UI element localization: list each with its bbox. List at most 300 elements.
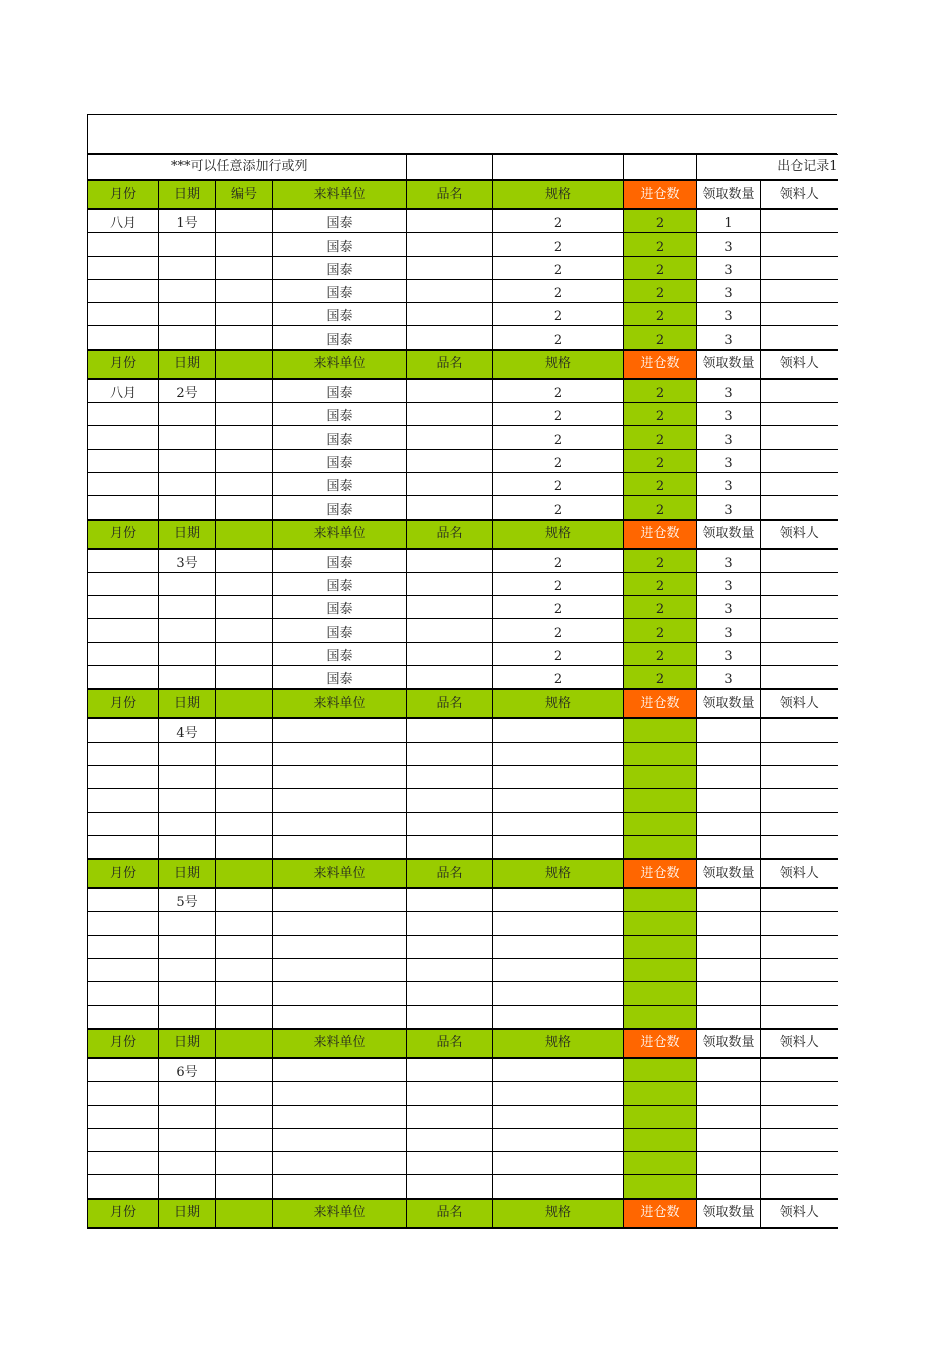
cell-taker[interactable] xyxy=(761,379,838,403)
cell-product[interactable] xyxy=(407,619,493,642)
header-product[interactable]: 品名 xyxy=(407,180,493,209)
cell-taker[interactable] xyxy=(761,619,838,642)
cell-date[interactable] xyxy=(159,326,216,350)
cell-month[interactable] xyxy=(88,596,159,619)
cell-date[interactable] xyxy=(159,1175,216,1199)
cell-spec[interactable] xyxy=(493,912,624,935)
cell-take_qty[interactable]: 3 xyxy=(697,303,761,326)
header-in_qty[interactable]: 进仓数 xyxy=(624,350,697,379)
cell-in_qty[interactable]: 2 xyxy=(624,209,697,233)
cell-date[interactable] xyxy=(159,572,216,595)
cell-supplier[interactable] xyxy=(273,935,407,958)
cell-month[interactable] xyxy=(88,1105,159,1128)
cell-spec[interactable] xyxy=(493,1175,624,1199)
cell-month[interactable] xyxy=(88,1152,159,1175)
cell-spec[interactable] xyxy=(493,812,624,835)
cell-spec[interactable] xyxy=(493,835,624,859)
cell-month[interactable] xyxy=(88,835,159,859)
header-spec[interactable]: 规格 xyxy=(493,689,624,718)
header-supplier[interactable]: 来料单位 xyxy=(273,520,407,549)
cell-take_qty[interactable] xyxy=(697,959,761,982)
cell-product[interactable] xyxy=(407,959,493,982)
cell-take_qty[interactable]: 3 xyxy=(697,279,761,302)
cell-month[interactable] xyxy=(88,303,159,326)
cell-month[interactable] xyxy=(88,426,159,449)
header-spec[interactable]: 规格 xyxy=(493,520,624,549)
cell-spec[interactable] xyxy=(493,765,624,788)
header-spec[interactable]: 规格 xyxy=(493,350,624,379)
cell-product[interactable] xyxy=(407,666,493,690)
cell-number[interactable] xyxy=(216,718,273,742)
header-in_qty[interactable]: 进仓数 xyxy=(624,180,697,209)
cell-date[interactable] xyxy=(159,765,216,788)
cell-taker[interactable] xyxy=(761,982,838,1005)
cell-supplier[interactable] xyxy=(273,1152,407,1175)
cell-in_qty[interactable] xyxy=(624,1058,697,1082)
cell-taker[interactable] xyxy=(761,303,838,326)
cell-in_qty[interactable]: 2 xyxy=(624,256,697,279)
cell-number[interactable] xyxy=(216,326,273,350)
cell-take_qty[interactable] xyxy=(697,888,761,912)
cell-number[interactable] xyxy=(216,379,273,403)
cell-take_qty[interactable]: 3 xyxy=(697,619,761,642)
cell-take_qty[interactable]: 3 xyxy=(697,549,761,573)
cell-in_qty[interactable] xyxy=(624,959,697,982)
cell-number[interactable] xyxy=(216,742,273,765)
cell-number[interactable] xyxy=(216,472,273,495)
cell-product[interactable] xyxy=(407,718,493,742)
cell-date[interactable] xyxy=(159,472,216,495)
cell-product[interactable] xyxy=(407,426,493,449)
cell-number[interactable] xyxy=(216,496,273,520)
header-taker[interactable]: 领料人 xyxy=(761,1199,838,1228)
cell-month[interactable] xyxy=(88,549,159,573)
cell-number[interactable] xyxy=(216,549,273,573)
cell-product[interactable] xyxy=(407,812,493,835)
header-supplier[interactable]: 来料单位 xyxy=(273,350,407,379)
cell-month[interactable] xyxy=(88,888,159,912)
cell[interactable] xyxy=(407,155,493,181)
cell-date[interactable] xyxy=(159,812,216,835)
cell-month[interactable] xyxy=(88,1082,159,1105)
cell-supplier[interactable]: 国泰 xyxy=(273,233,407,256)
cell-in_qty[interactable] xyxy=(624,742,697,765)
cell-number[interactable] xyxy=(216,449,273,472)
cell-take_qty[interactable] xyxy=(697,1152,761,1175)
cell-spec[interactable] xyxy=(493,1005,624,1029)
cell-take_qty[interactable] xyxy=(697,812,761,835)
cell-supplier[interactable] xyxy=(273,835,407,859)
cell-supplier[interactable]: 国泰 xyxy=(273,572,407,595)
cell-supplier[interactable]: 国泰 xyxy=(273,326,407,350)
cell-in_qty[interactable]: 2 xyxy=(624,303,697,326)
cell-month[interactable] xyxy=(88,233,159,256)
cell-take_qty[interactable] xyxy=(697,1128,761,1151)
cell-number[interactable] xyxy=(216,935,273,958)
cell-supplier[interactable] xyxy=(273,1175,407,1199)
cell-product[interactable] xyxy=(407,888,493,912)
cell-date[interactable] xyxy=(159,619,216,642)
cell-in_qty[interactable]: 2 xyxy=(624,596,697,619)
header-take_qty[interactable]: 领取数量 xyxy=(697,859,761,888)
header-take_qty[interactable]: 领取数量 xyxy=(697,1199,761,1228)
cell-month[interactable]: 八月 xyxy=(88,209,159,233)
cell-taker[interactable] xyxy=(761,1105,838,1128)
cell-supplier[interactable] xyxy=(273,1128,407,1151)
cell-spec[interactable] xyxy=(493,959,624,982)
cell-in_qty[interactable] xyxy=(624,812,697,835)
cell-take_qty[interactable]: 3 xyxy=(697,426,761,449)
cell-date[interactable] xyxy=(159,496,216,520)
cell-supplier[interactable]: 国泰 xyxy=(273,209,407,233)
cell-product[interactable] xyxy=(407,742,493,765)
cell-taker[interactable] xyxy=(761,1005,838,1029)
cell-supplier[interactable]: 国泰 xyxy=(273,472,407,495)
cell-take_qty[interactable]: 3 xyxy=(697,256,761,279)
cell-supplier[interactable]: 国泰 xyxy=(273,496,407,520)
cell-taker[interactable] xyxy=(761,912,838,935)
cell-spec[interactable]: 2 xyxy=(493,403,624,426)
header-product[interactable]: 品名 xyxy=(407,689,493,718)
cell-spec[interactable]: 2 xyxy=(493,642,624,665)
cell-take_qty[interactable]: 3 xyxy=(697,403,761,426)
cell-in_qty[interactable]: 2 xyxy=(624,666,697,690)
cell-taker[interactable] xyxy=(761,1128,838,1151)
cell-taker[interactable] xyxy=(761,935,838,958)
header-taker[interactable]: 领料人 xyxy=(761,350,838,379)
cell-product[interactable] xyxy=(407,1152,493,1175)
header-month[interactable]: 月份 xyxy=(88,1199,159,1228)
header-number[interactable] xyxy=(216,1029,273,1058)
cell-date[interactable] xyxy=(159,1082,216,1105)
cell-date[interactable]: 6号 xyxy=(159,1058,216,1082)
cell-supplier[interactable]: 国泰 xyxy=(273,619,407,642)
cell-supplier[interactable] xyxy=(273,789,407,812)
cell-spec[interactable]: 2 xyxy=(493,549,624,573)
cell-in_qty[interactable] xyxy=(624,835,697,859)
header-take_qty[interactable]: 领取数量 xyxy=(697,520,761,549)
note-cell[interactable]: ***可以任意添加行或列 xyxy=(88,155,407,181)
cell-in_qty[interactable] xyxy=(624,1082,697,1105)
cell-date[interactable] xyxy=(159,1005,216,1029)
cell-take_qty[interactable] xyxy=(697,982,761,1005)
cell-date[interactable] xyxy=(159,426,216,449)
cell-supplier[interactable] xyxy=(273,718,407,742)
cell-taker[interactable] xyxy=(761,812,838,835)
cell-date[interactable] xyxy=(159,935,216,958)
cell-spec[interactable] xyxy=(493,935,624,958)
cell-in_qty[interactable] xyxy=(624,912,697,935)
cell-take_qty[interactable] xyxy=(697,718,761,742)
cell-take_qty[interactable] xyxy=(697,1105,761,1128)
cell-date[interactable] xyxy=(159,742,216,765)
cell-taker[interactable] xyxy=(761,959,838,982)
cell-product[interactable] xyxy=(407,572,493,595)
header-date[interactable]: 日期 xyxy=(159,1199,216,1228)
cell-spec[interactable] xyxy=(493,888,624,912)
cell-month[interactable] xyxy=(88,496,159,520)
cell-take_qty[interactable]: 3 xyxy=(697,572,761,595)
header-in_qty[interactable]: 进仓数 xyxy=(624,1199,697,1228)
cell-in_qty[interactable] xyxy=(624,1152,697,1175)
cell-month[interactable] xyxy=(88,279,159,302)
header-in_qty[interactable]: 进仓数 xyxy=(624,520,697,549)
cell-in_qty[interactable]: 2 xyxy=(624,326,697,350)
cell-taker[interactable] xyxy=(761,326,838,350)
header-product[interactable]: 品名 xyxy=(407,859,493,888)
cell-date[interactable] xyxy=(159,912,216,935)
cell-date[interactable]: 2号 xyxy=(159,379,216,403)
header-month[interactable]: 月份 xyxy=(88,350,159,379)
cell-supplier[interactable] xyxy=(273,742,407,765)
cell-take_qty[interactable]: 3 xyxy=(697,642,761,665)
cell-number[interactable] xyxy=(216,666,273,690)
cell-take_qty[interactable] xyxy=(697,935,761,958)
cell-in_qty[interactable]: 2 xyxy=(624,642,697,665)
cell-month[interactable] xyxy=(88,912,159,935)
cell-number[interactable] xyxy=(216,912,273,935)
cell-spec[interactable]: 2 xyxy=(493,209,624,233)
cell-date[interactable] xyxy=(159,666,216,690)
cell-number[interactable] xyxy=(216,572,273,595)
cell-in_qty[interactable]: 2 xyxy=(624,472,697,495)
cell-date[interactable] xyxy=(159,1152,216,1175)
cell-taker[interactable] xyxy=(761,233,838,256)
cell-product[interactable] xyxy=(407,379,493,403)
cell-product[interactable] xyxy=(407,1105,493,1128)
cell-date[interactable] xyxy=(159,959,216,982)
cell-number[interactable] xyxy=(216,1105,273,1128)
cell-date[interactable] xyxy=(159,449,216,472)
cell-spec[interactable] xyxy=(493,789,624,812)
cell-supplier[interactable] xyxy=(273,1105,407,1128)
header-product[interactable]: 品名 xyxy=(407,350,493,379)
cell-take_qty[interactable] xyxy=(697,789,761,812)
cell-month[interactable] xyxy=(88,572,159,595)
header-supplier[interactable]: 来料单位 xyxy=(273,1029,407,1058)
cell-number[interactable] xyxy=(216,982,273,1005)
cell-taker[interactable] xyxy=(761,789,838,812)
cell-take_qty[interactable]: 3 xyxy=(697,326,761,350)
cell-month[interactable]: 八月 xyxy=(88,379,159,403)
cell-supplier[interactable]: 国泰 xyxy=(273,379,407,403)
cell-product[interactable] xyxy=(407,1082,493,1105)
header-in_qty[interactable]: 进仓数 xyxy=(624,859,697,888)
cell-month[interactable] xyxy=(88,935,159,958)
cell-number[interactable] xyxy=(216,812,273,835)
cell-supplier[interactable] xyxy=(273,982,407,1005)
cell-take_qty[interactable] xyxy=(697,765,761,788)
cell-date[interactable] xyxy=(159,596,216,619)
cell-in_qty[interactable] xyxy=(624,1105,697,1128)
cell-taker[interactable] xyxy=(761,572,838,595)
cell-in_qty[interactable]: 2 xyxy=(624,549,697,573)
cell-month[interactable] xyxy=(88,959,159,982)
title-row[interactable] xyxy=(87,114,837,154)
cell-take_qty[interactable] xyxy=(697,1082,761,1105)
cell-take_qty[interactable] xyxy=(697,1005,761,1029)
cell-spec[interactable]: 2 xyxy=(493,449,624,472)
cell-month[interactable] xyxy=(88,1005,159,1029)
cell-in_qty[interactable]: 2 xyxy=(624,572,697,595)
cell-taker[interactable] xyxy=(761,1152,838,1175)
cell-in_qty[interactable] xyxy=(624,888,697,912)
cell-product[interactable] xyxy=(407,789,493,812)
cell-taker[interactable] xyxy=(761,765,838,788)
cell-supplier[interactable] xyxy=(273,1005,407,1029)
cell-date[interactable] xyxy=(159,789,216,812)
cell-take_qty[interactable] xyxy=(697,1175,761,1199)
header-taker[interactable]: 领料人 xyxy=(761,859,838,888)
cell-number[interactable] xyxy=(216,279,273,302)
header-supplier[interactable]: 来料单位 xyxy=(273,1199,407,1228)
cell-in_qty[interactable] xyxy=(624,1005,697,1029)
header-take_qty[interactable]: 领取数量 xyxy=(697,689,761,718)
cell-number[interactable] xyxy=(216,619,273,642)
cell-spec[interactable]: 2 xyxy=(493,256,624,279)
cell-number[interactable] xyxy=(216,303,273,326)
cell-supplier[interactable] xyxy=(273,912,407,935)
cell-spec[interactable] xyxy=(493,982,624,1005)
header-month[interactable]: 月份 xyxy=(88,689,159,718)
cell-spec[interactable]: 2 xyxy=(493,666,624,690)
cell-date[interactable] xyxy=(159,1105,216,1128)
header-number[interactable] xyxy=(216,520,273,549)
header-product[interactable]: 品名 xyxy=(407,1029,493,1058)
header-taker[interactable]: 领料人 xyxy=(761,689,838,718)
cell-taker[interactable] xyxy=(761,1058,838,1082)
cell-in_qty[interactable] xyxy=(624,1128,697,1151)
cell-taker[interactable] xyxy=(761,496,838,520)
cell-take_qty[interactable]: 3 xyxy=(697,666,761,690)
header-date[interactable]: 日期 xyxy=(159,180,216,209)
header-month[interactable]: 月份 xyxy=(88,859,159,888)
header-in_qty[interactable]: 进仓数 xyxy=(624,1029,697,1058)
cell-taker[interactable] xyxy=(761,888,838,912)
cell-spec[interactable] xyxy=(493,1105,624,1128)
cell-spec[interactable] xyxy=(493,1128,624,1151)
cell-spec[interactable]: 2 xyxy=(493,326,624,350)
cell[interactable] xyxy=(493,155,624,181)
cell-take_qty[interactable]: 3 xyxy=(697,379,761,403)
header-number[interactable] xyxy=(216,859,273,888)
cell-in_qty[interactable]: 2 xyxy=(624,403,697,426)
cell-in_qty[interactable] xyxy=(624,789,697,812)
cell-date[interactable] xyxy=(159,256,216,279)
header-taker[interactable]: 领料人 xyxy=(761,1029,838,1058)
cell-take_qty[interactable] xyxy=(697,742,761,765)
cell-product[interactable] xyxy=(407,326,493,350)
cell-month[interactable] xyxy=(88,765,159,788)
cell-number[interactable] xyxy=(216,888,273,912)
cell-date[interactable] xyxy=(159,982,216,1005)
cell-product[interactable] xyxy=(407,982,493,1005)
header-number[interactable]: 编号 xyxy=(216,180,273,209)
cell-number[interactable] xyxy=(216,1175,273,1199)
cell[interactable] xyxy=(624,155,697,181)
cell-number[interactable] xyxy=(216,403,273,426)
cell-number[interactable] xyxy=(216,1128,273,1151)
cell-take_qty[interactable]: 1 xyxy=(697,209,761,233)
cell-month[interactable] xyxy=(88,326,159,350)
cell-spec[interactable] xyxy=(493,1152,624,1175)
cell-month[interactable] xyxy=(88,718,159,742)
cell-product[interactable] xyxy=(407,1058,493,1082)
cell-product[interactable] xyxy=(407,912,493,935)
cell-month[interactable] xyxy=(88,1128,159,1151)
cell-product[interactable] xyxy=(407,472,493,495)
cell-number[interactable] xyxy=(216,1058,273,1082)
cell-product[interactable] xyxy=(407,1175,493,1199)
cell-supplier[interactable]: 国泰 xyxy=(273,303,407,326)
record-label-cell[interactable]: 出仓记录1 xyxy=(697,155,838,181)
cell-date[interactable] xyxy=(159,1128,216,1151)
cell-spec[interactable] xyxy=(493,718,624,742)
cell-number[interactable] xyxy=(216,1005,273,1029)
cell-take_qty[interactable]: 3 xyxy=(697,233,761,256)
header-supplier[interactable]: 来料单位 xyxy=(273,689,407,718)
header-number[interactable] xyxy=(216,1199,273,1228)
cell-taker[interactable] xyxy=(761,549,838,573)
cell-product[interactable] xyxy=(407,303,493,326)
cell-month[interactable] xyxy=(88,642,159,665)
header-supplier[interactable]: 来料单位 xyxy=(273,859,407,888)
cell-month[interactable] xyxy=(88,742,159,765)
cell-take_qty[interactable] xyxy=(697,835,761,859)
cell-take_qty[interactable]: 3 xyxy=(697,496,761,520)
cell-take_qty[interactable]: 3 xyxy=(697,472,761,495)
cell-spec[interactable]: 2 xyxy=(493,279,624,302)
cell-product[interactable] xyxy=(407,233,493,256)
header-month[interactable]: 月份 xyxy=(88,520,159,549)
cell-spec[interactable] xyxy=(493,1058,624,1082)
header-product[interactable]: 品名 xyxy=(407,520,493,549)
cell-taker[interactable] xyxy=(761,1082,838,1105)
cell-in_qty[interactable]: 2 xyxy=(624,496,697,520)
cell-month[interactable] xyxy=(88,666,159,690)
cell-product[interactable] xyxy=(407,1128,493,1151)
cell-taker[interactable] xyxy=(761,403,838,426)
cell-product[interactable] xyxy=(407,1005,493,1029)
cell-number[interactable] xyxy=(216,1152,273,1175)
header-in_qty[interactable]: 进仓数 xyxy=(624,689,697,718)
cell-month[interactable] xyxy=(88,449,159,472)
cell-taker[interactable] xyxy=(761,449,838,472)
cell-month[interactable] xyxy=(88,1175,159,1199)
cell-spec[interactable] xyxy=(493,742,624,765)
header-spec[interactable]: 规格 xyxy=(493,1029,624,1058)
cell-taker[interactable] xyxy=(761,742,838,765)
cell-date[interactable]: 4号 xyxy=(159,718,216,742)
cell-product[interactable] xyxy=(407,403,493,426)
cell-spec[interactable]: 2 xyxy=(493,472,624,495)
cell-supplier[interactable]: 国泰 xyxy=(273,256,407,279)
cell-in_qty[interactable]: 2 xyxy=(624,233,697,256)
header-number[interactable] xyxy=(216,689,273,718)
cell-in_qty[interactable]: 2 xyxy=(624,379,697,403)
cell-date[interactable] xyxy=(159,835,216,859)
header-take_qty[interactable]: 领取数量 xyxy=(697,1029,761,1058)
header-date[interactable]: 日期 xyxy=(159,689,216,718)
header-take_qty[interactable]: 领取数量 xyxy=(697,180,761,209)
header-taker[interactable]: 领料人 xyxy=(761,180,838,209)
cell-taker[interactable] xyxy=(761,426,838,449)
cell-month[interactable] xyxy=(88,789,159,812)
cell-number[interactable] xyxy=(216,233,273,256)
cell-number[interactable] xyxy=(216,765,273,788)
cell-spec[interactable]: 2 xyxy=(493,596,624,619)
cell-supplier[interactable] xyxy=(273,1058,407,1082)
